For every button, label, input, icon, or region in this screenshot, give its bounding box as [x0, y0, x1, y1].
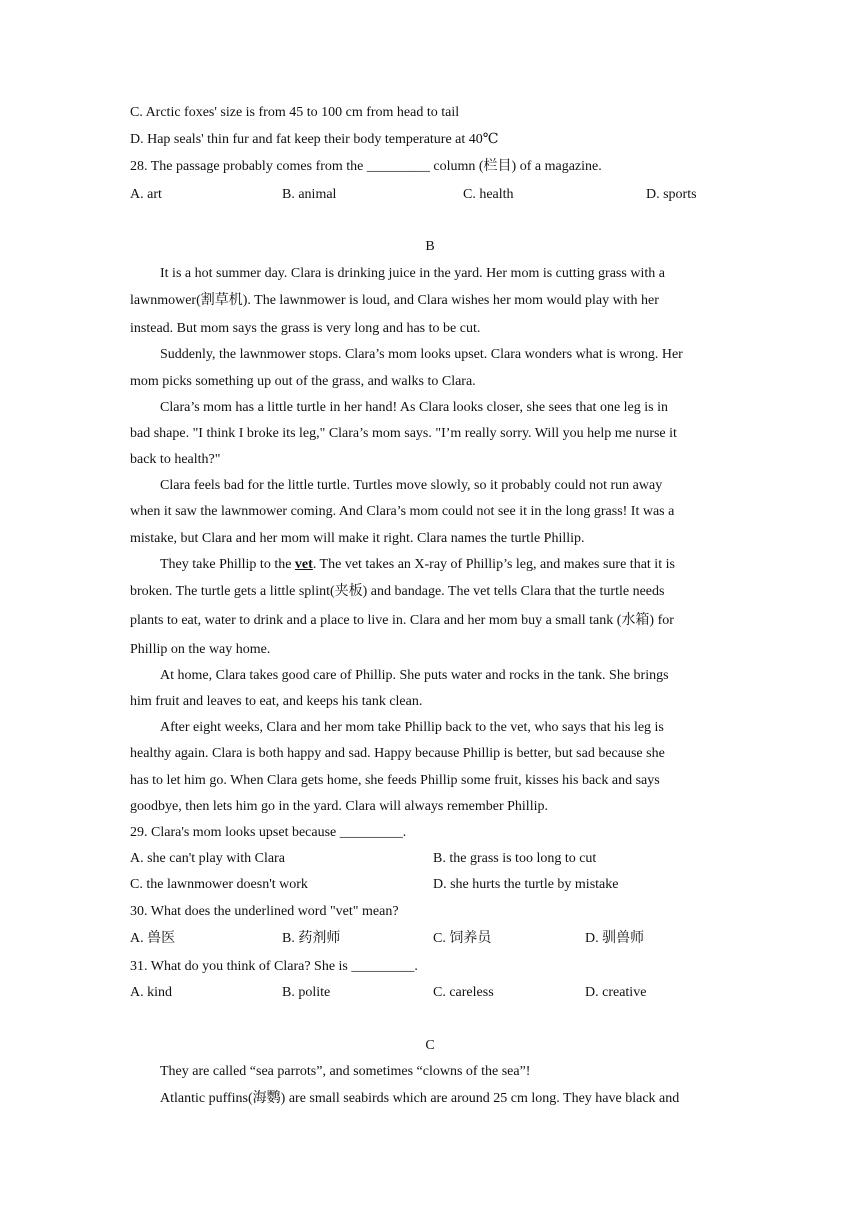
- q29-option-c: C. the lawnmower doesn't work: [130, 877, 308, 892]
- text-segment: They take Phillip to the: [160, 557, 295, 572]
- text-segment: . The vet takes an X-ray of Phillip’s leg, and makes sure that it is: [312, 557, 675, 572]
- section-b-heading: B: [425, 239, 435, 254]
- q28-option-d: D. sports: [646, 187, 697, 202]
- passage-b-line: healthy again. Clara is both happy and sad. Happy because Phillip is better, but sad because she: [130, 746, 665, 761]
- passage-b-line: him fruit and leaves to eat, and keeps his tank clean.: [130, 694, 423, 709]
- q30-option-b: B. 药剂师: [282, 931, 341, 946]
- passage-b-line: lawnmower(割草机). The lawnmower is loud, and Clara wishes her mom would play with her: [130, 293, 659, 308]
- q29-option-d: D. she hurts the turtle by mistake: [433, 877, 619, 892]
- passage-b-line: has to let him go. When Clara gets home, she feeds Phillip some fruit, kisses his back and says: [130, 773, 660, 788]
- q31-option-c: C. careless: [433, 985, 494, 1000]
- passage-b-line: mom picks something up out of the grass, and walks to Clara.: [130, 374, 476, 389]
- q31-option-a: A. kind: [130, 985, 172, 1000]
- passage-b-line: broken. The turtle gets a little splint(夹板) and bandage. The vet tells Clara that the turtle needs: [130, 584, 665, 599]
- passage-b-line: goodbye, then lets him go in the yard. Clara will always remember Phillip.: [130, 799, 548, 814]
- underlined-word-vet: vet: [294, 557, 313, 572]
- passage-b-line: Clara feels bad for the little turtle. Turtles move slowly, so it probably could not run away: [160, 478, 663, 493]
- passage-b-line: bad shape. "I think I broke its leg," Clara’s mom says. "I’m really sorry. Will you help me nurse it: [130, 426, 677, 441]
- passage-b-line: At home, Clara takes good care of Phillip. She puts water and rocks in the tank. She brings: [160, 668, 669, 683]
- q29-option-b: B. the grass is too long to cut: [433, 851, 597, 866]
- passage-b-line: After eight weeks, Clara and her mom take Phillip back to the vet, who says that his leg is: [160, 720, 664, 735]
- question-31-stem: 31. What do you think of Clara? She is _________.: [130, 959, 418, 974]
- section-c-heading: C: [425, 1038, 435, 1053]
- q30-option-c: C. 饲养员: [433, 931, 492, 946]
- passage-c-line: Atlantic puffins(海鹦) are small seabirds which are around 25 cm long. They have black and: [160, 1091, 680, 1106]
- q28-option-a: A. art: [130, 187, 162, 202]
- q31-option-b: B. polite: [282, 985, 331, 1000]
- q28-option-b: B. animal: [282, 187, 337, 202]
- q30-option-d: D. 驯兽师: [585, 931, 645, 946]
- q29-option-a: A. she can't play with Clara: [130, 851, 285, 866]
- passage-b-line: Phillip on the way home.: [130, 642, 271, 657]
- q28-option-c: C. health: [463, 187, 514, 202]
- passage-b-line: instead. But mom says the grass is very long and has to be cut.: [130, 321, 481, 336]
- passage-b-line-with-vet: [160, 555, 675, 575]
- passage-b-line: mistake, but Clara and her mom will make it right. Clara names the turtle Phillip.: [130, 531, 585, 546]
- question-30-stem: 30. What does the underlined word "vet" mean?: [130, 904, 399, 919]
- passage-b-line: It is a hot summer day. Clara is drinking juice in the yard. Her mom is cutting grass with a: [160, 266, 665, 281]
- option-d-hap-seals: D. Hap seals' thin fur and fat keep their body temperature at 40℃: [130, 132, 499, 147]
- passage-c-line: They are called “sea parrots”, and sometimes “clowns of the sea”!: [160, 1064, 531, 1079]
- passage-b-line: Suddenly, the lawnmower stops. Clara’s mom looks upset. Clara wonders what is wrong. Her: [160, 347, 683, 362]
- question-28-stem: 28. The passage probably comes from the _________ column (栏目) of a magazine.: [130, 159, 602, 174]
- passage-b-line: plants to eat, water to drink and a place to live in. Clara and her mom buy a small tank (水箱) for: [130, 613, 674, 628]
- option-c-arctic-foxes: C. Arctic foxes' size is from 45 to 100 cm from head to tail: [130, 105, 460, 120]
- passage-b-line: when it saw the lawnmower coming. And Clara’s mom could not see it in the long grass! It was a: [130, 504, 675, 519]
- question-29-stem: 29. Clara's mom looks upset because _________.: [130, 825, 407, 840]
- q30-option-a: A. 兽医: [130, 931, 176, 946]
- passage-b-line: Clara’s mom has a little turtle in her hand! As Clara looks closer, she sees that one leg is in: [160, 400, 668, 415]
- passage-b-line: back to health?": [130, 452, 221, 467]
- q31-option-d: D. creative: [585, 985, 647, 1000]
